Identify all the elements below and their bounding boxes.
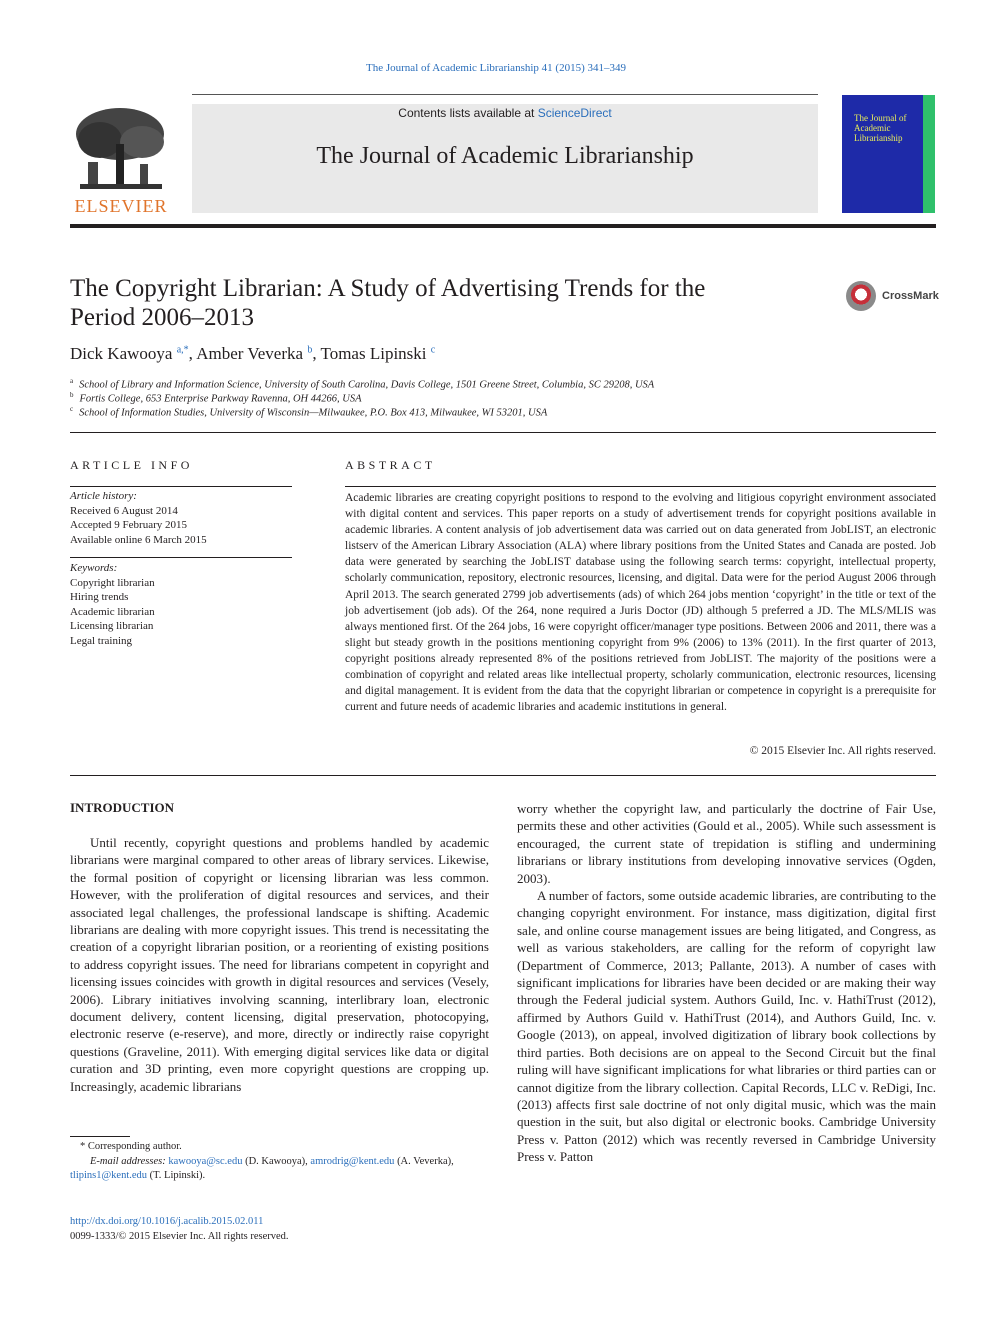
- contents-line: [192, 106, 818, 120]
- sciencedirect-link[interactable]: ScienceDirect: [537, 106, 612, 120]
- article-history: [70, 489, 207, 547]
- abstract-heading: ABSTRACT: [345, 458, 436, 472]
- email-owner: (A. Veverka),: [394, 1155, 454, 1167]
- affil-text: Fortis College, 653 Enterprise Parkway Ravenna, OH 44266, USA: [79, 393, 362, 405]
- body-paragraph: Until recently, copyright questions and problems handled by academic librarians were marginal compared to other areas of library services. Likewise, the formal position of copyright or licensing librarian was less common. However, with the proliferation of digital resources and services, and their associated legal challenges, the professional landscape is shifting. Academic librarians are dealing with more copyright issues. This trend is necessitating the creation of a copyright librarian position, or a reorienting of existing positions to address copyright issues. The need for librarians competent in copyright and licensing issues coincides with growth in digital resources and services (Vesely, 2006). Library initiatives involving scanning, interlibrary loan, electronic document delivery, content licensing, digital preservation, photocopying, electronic reserve (e-reserve), and more, directly or indirectly raise copyright questions (Graveline, 2011). With emerging digital services like data or digital curation and 3D printing, even more copyright questions are cropping up. Increasingly, academic librarians: [70, 835, 489, 1094]
- elsevier-logo[interactable]: [70, 104, 172, 216]
- body-paragraph: worry whether the copyright law, and particularly the doctrine of Fair Use, permits these and other activities (Gould et al., 2005). While such assessment is encouraged, the current state of trepidation is stifling and undermining librarians or library institutions from developing innovative services (Ogden, 2003).: [517, 801, 936, 886]
- footnote-corresponding: Corresponding author.: [87, 1141, 182, 1152]
- affil-marker: a: [70, 377, 74, 385]
- body-paragraph: A number of factors, some outside academic libraries, are contributing to the changing copyright environment. For instance, mass digitization, digital first sale, and online course management issues are being litigated, and Congress, as well as various stakeholders, are calling for the reform of copyright law (Department of Commerce, 2013; Pallante, 2013). A number of cases with significant implications for libraries have been decided or are making their way through the Federal judicial system. Authors Guild, Inc. v. HathiTrust (2012), affirmed by Authors Guild v. HathiTrust (2014), and Authors Guild, Inc. v. Google (2013), on appeal, involved digitization of library book collections by third parties. Both decisions are on appeal to the Second Circuit but the final ruling will have significant implications for what libraries or third parties can or cannot digitize from the library collection. Capital Records, LLC v. ReDigi, Inc. (2013) affects first sale doctrine of not only digital music, which was the main question in the suit, but also digital or electronic books. Cambridge University Press v. Patton (2012) which was recently reversed in Cambridge University Press v. Patton: [517, 888, 936, 1165]
- footnote-rule: [70, 1136, 130, 1137]
- author-list: Dick Kawooya $^{a,*}$, Amber Veverka $^b$, Tomas Lipinski $^c$: [70, 344, 436, 363]
- affiliation: [70, 377, 654, 391]
- corresponding-author-footnote: [70, 1140, 490, 1184]
- email-label: E-mail addresses:: [90, 1155, 166, 1167]
- keyword: Copyright librarian: [70, 576, 155, 589]
- cover-stripe: [923, 95, 935, 213]
- author-name[interactable]: Dick Kawooya: [70, 344, 173, 363]
- abstract-body: Academic libraries are creating copyright positions to respond to the evolving and litigious copyright environment associated with digital content and services. This paper reports on a study of advertisement trends for copyright positions available in academic libraries. A content analysis of job advertisement data was carried out on data generated from JobLIST, an electronic listserv of the American Library Association (ALA) where library positions from the United States and Canada are posted. Job data were generated by searching the JobLIST database using the following search terms: copyright, intellectual property, scholarly communication, repository, electronic resources, licensing, and digital. Data were for the period August 2006 through April 2013. The search generated 2799 job advertisements (ads) of which 264 jobs mention ‘copyright’ in the title or text of the job advertisement (job ads). Of the 264, none required a Juris Doctor (JD) although 5 preferred a JD. The MLS/MLIS was always mentioned first. Of the 264 jobs, 16 were copyright officer/manager type positions. Between 2006 and 2011, there was a slight but steady growth in the positions mentioning copyright from 9% (2006) to 13% (2011). In the first quarter of 2013, copyright positions already represented 8% of the positions retrieved from JobLIST. The majority of the positions were a combination of copyright and related areas like intellectual property, scholarly communication, electronic resources, licensing and digital management. It is evident from the data that the copyright librarian or competence in copyright is a prerequisite for current and future needs of academic libraries and academic institutions in general.: [345, 492, 936, 714]
- keyword: Academic librarian: [70, 605, 155, 618]
- body-column-right: [517, 800, 936, 1166]
- affiliation: [70, 405, 547, 419]
- affil-marker: b: [70, 391, 74, 399]
- contents-prefix: Contents lists available at: [398, 106, 538, 120]
- journal-title[interactable]: The Journal of Academic Librarianship: [316, 143, 694, 169]
- body-column-left: [70, 834, 489, 1095]
- keyword: Licensing librarian: [70, 620, 154, 632]
- email-link[interactable]: amrodrig@kent.edu: [310, 1155, 395, 1167]
- received-date: Received 6 August 2014: [70, 504, 178, 517]
- doi-block: [70, 1215, 289, 1244]
- keyword: Legal training: [70, 634, 133, 647]
- divider: [70, 557, 292, 558]
- abstract-copyright: © 2015 Elsevier Inc. All rights reserved.: [749, 745, 936, 757]
- keyword: Hiring trends: [70, 591, 129, 603]
- affil-text: School of Information Studies, University of Wisconsin—Milwaukee, P.O. Box 413, Milwaukee, WI 53201, USA: [79, 407, 548, 419]
- author-name[interactable]: Tomas Lipinski: [320, 344, 427, 363]
- crossmark-label: CrossMark: [882, 290, 939, 302]
- journal-reference[interactable]: The Journal of Academic Librarianship 41 (2015) 341–349: [366, 62, 626, 74]
- author-name[interactable]: Amber Veverka: [196, 344, 304, 363]
- introduction-heading: INTRODUCTION: [70, 800, 175, 815]
- keywords-block: [70, 561, 155, 648]
- divider: [70, 775, 936, 776]
- affil-text: School of Library and Information Science, University of South Carolina, Davis College, 1501 Greene Street, Columbia, SC 29208, USA: [79, 379, 655, 391]
- footnote-star: *: [80, 1141, 86, 1152]
- divider: [70, 432, 936, 433]
- history-label: Article history:: [70, 490, 137, 502]
- divider: [70, 486, 292, 487]
- publisher-name: ELSEVIER: [74, 196, 168, 216]
- journal-cover-thumbnail[interactable]: [842, 95, 935, 213]
- crossmark-icon: [846, 281, 876, 311]
- email-owner: (T. Lipinski).: [147, 1170, 206, 1181]
- issn-line: 0099-1333/© 2015 Elsevier Inc. All rights reserved.: [70, 1230, 289, 1242]
- cover-title: The Journal of Academic Librarianship: [854, 113, 907, 143]
- email-link[interactable]: tlipins1@kent.edu: [70, 1170, 148, 1181]
- keywords-label: Keywords:: [70, 562, 118, 574]
- divider: [345, 486, 936, 487]
- doi-link[interactable]: http://dx.doi.org/10.1016/j.acalib.2015.02.011: [70, 1216, 264, 1227]
- affil-marker: c: [70, 405, 74, 413]
- author-affil-marker[interactable]: b: [307, 344, 313, 356]
- author-affil-marker[interactable]: a,*: [176, 344, 189, 356]
- article-info-heading: ARTICLE INFO: [70, 458, 193, 472]
- online-date: Available online 6 March 2015: [70, 533, 207, 546]
- author-affil-marker[interactable]: c: [430, 344, 436, 356]
- affiliation: [70, 391, 362, 405]
- accepted-date: Accepted 9 February 2015: [70, 519, 187, 531]
- email-link[interactable]: kawooya@sc.edu: [168, 1155, 243, 1167]
- header-divider: [70, 224, 936, 228]
- article-title: The Copyright Librarian: A Study of Advertising Trends for the Period 2006–2013: [70, 275, 706, 331]
- masthead-rule: [192, 94, 818, 95]
- email-owner: (D. Kawooya),: [242, 1155, 311, 1167]
